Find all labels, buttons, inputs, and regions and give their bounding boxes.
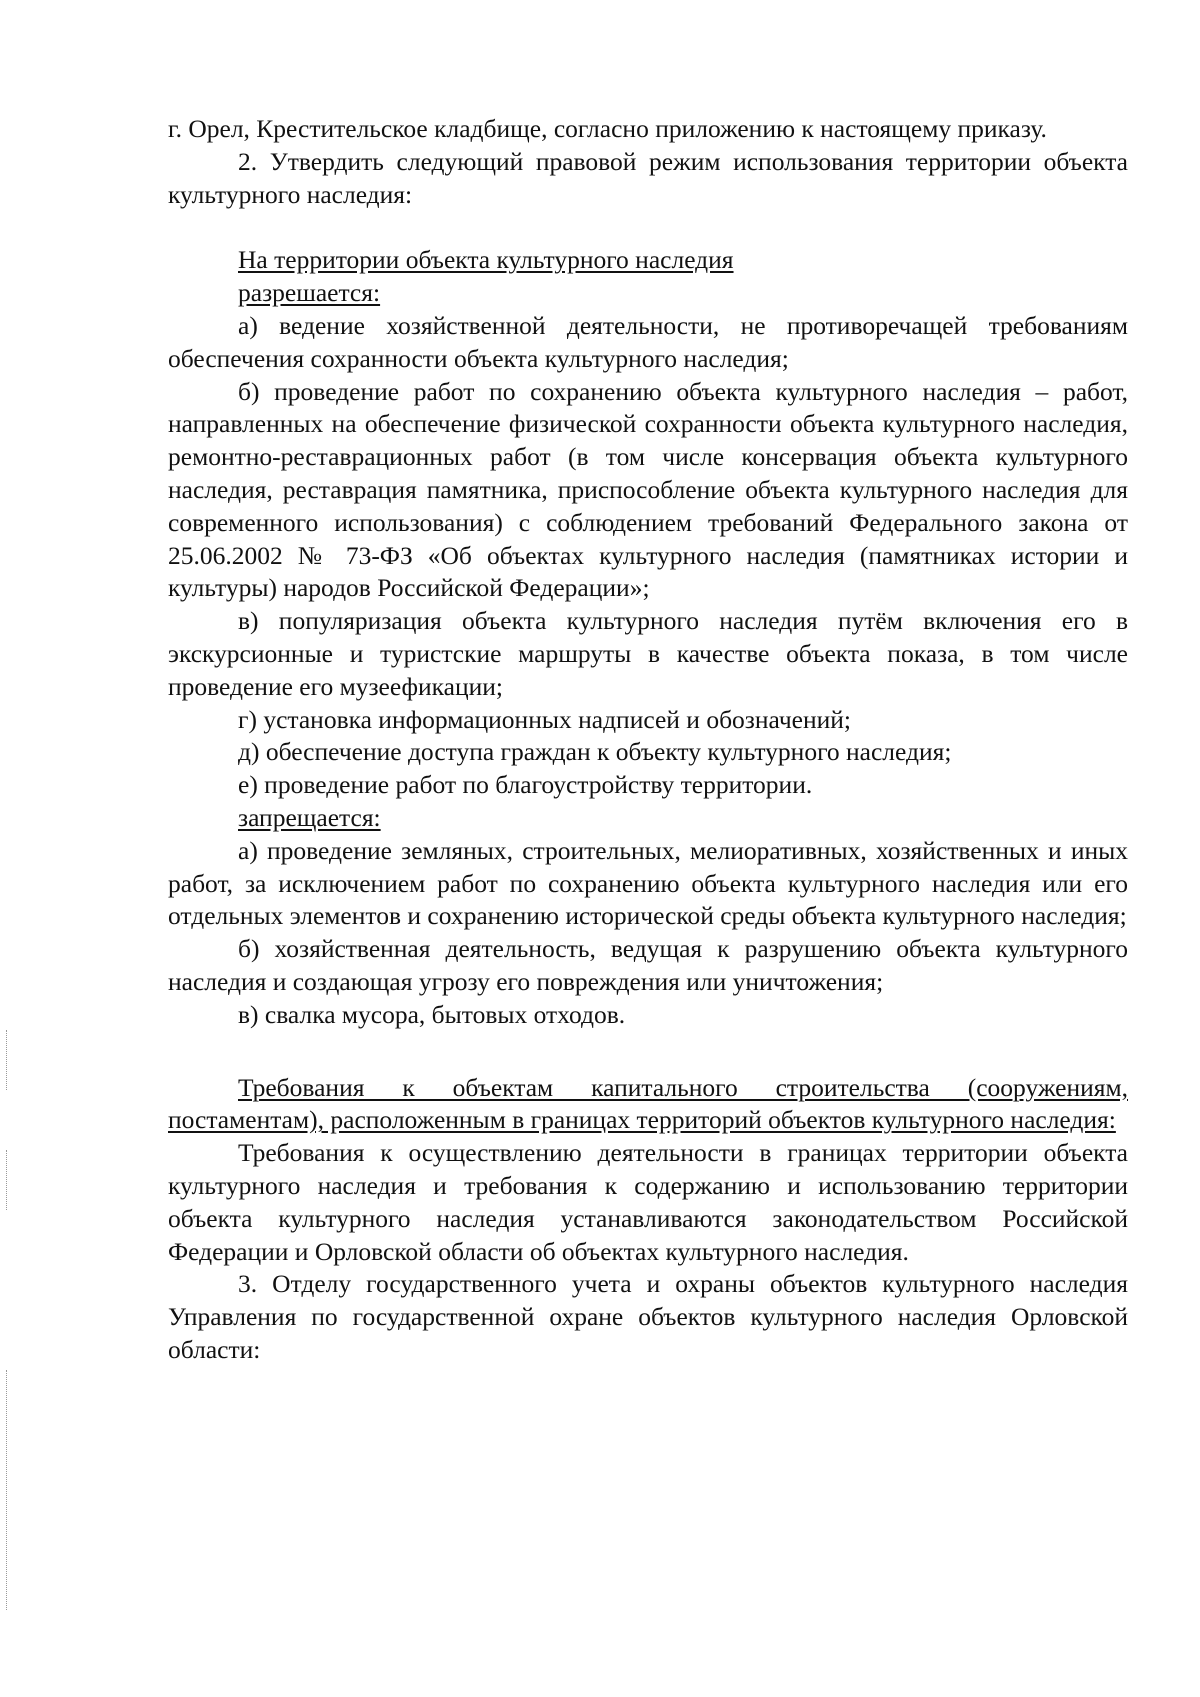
allowed-item-e: е) проведение работ по благоустройству территории. [238, 770, 813, 800]
allowed-item-d: д) обеспечение доступа граждан к объекту культурного наследия; [238, 737, 952, 767]
forbidden-item-a: а) проведение земляных, строительных, мелиоративных, хозяйственных и иных работ, за исключением работ по сохранению объекта культурного наследия или его отдельных элементов и сохранению исторической среды объекта культурного наследия; [168, 835, 1128, 931]
allowed-label: разрешается: [238, 278, 381, 308]
allowed-item-a: а) ведение хозяйственной деятельности, не противоречащей требованиям обеспечения сохранности объекта культурного наследия; [168, 310, 1128, 373]
forbidden-item-v: в) свалка мусора, бытовых отходов. [238, 999, 626, 1029]
spacer [168, 211, 1128, 244]
territory-heading: На территории объекта культурного наследия [238, 245, 734, 275]
item-2-paragraph: 2. Утвердить следующий правовой режим использования территории объекта культурного наследия: [168, 146, 1128, 209]
allowed-item-v: в) популяризация объекта культурного наследия путём включения его в экскурсионные и туристские маршруты в качестве объекта показа, в том числе проведение его музеефикации; [168, 606, 1128, 701]
forbidden-item-b: б) хозяйственная деятельность, ведущая к разрушению объекта культурного наследия и создающая угрозу его повреждения или уничтожения; [168, 934, 1128, 996]
scan-margin-marks [6, 1370, 9, 1610]
document-body [168, 113, 1128, 1367]
allowed-item-b: б) проведение работ по сохранению объекта культурного наследия – работ, направленных на обеспечение физической сохранности объекта культурного наследия, ремонтно-реставрационных работ (в том числе консервация объекта культурного наследия, реставрация памятника, приспособление объекта культурного наследия для современного использования) с соблюдением требований Федерального закона от 25.06.2002 № 73-ФЗ «Об объектах культурного наследия (памятниках истории и культуры) народов Российской Федерации»; [168, 376, 1128, 603]
forbidden-label: запрещается: [238, 802, 381, 832]
allowed-item-g: г) установка информационных надписей и обозначений; [238, 704, 851, 734]
scan-margin-marks [6, 1150, 9, 1210]
scan-margin-marks [6, 1030, 9, 1090]
requirements-heading: Требования к объектам капитального строительства (сооружениям, постаментам), расположенным в границах территорий объектов культурного наследия: [168, 1072, 1128, 1135]
requirements-paragraph: Требования к осуществлению деятельности в границах территории объекта культурного наследия и требования к содержанию и использованию территории объекта культурного наследия устанавливаются законодательством Российской Федерации и Орловской области об объектах культурного наследия. [168, 1138, 1128, 1266]
item-3-paragraph: 3. Отделу государственного учета и охраны объектов культурного наследия Управления по государственной охране объектов культурного наследия Орловской области: [168, 1269, 1128, 1364]
intro-paragraph: г. Орел, Крестительское кладбище, согласно приложению к настоящему приказу. [168, 114, 1047, 143]
spacer [168, 1032, 1128, 1072]
